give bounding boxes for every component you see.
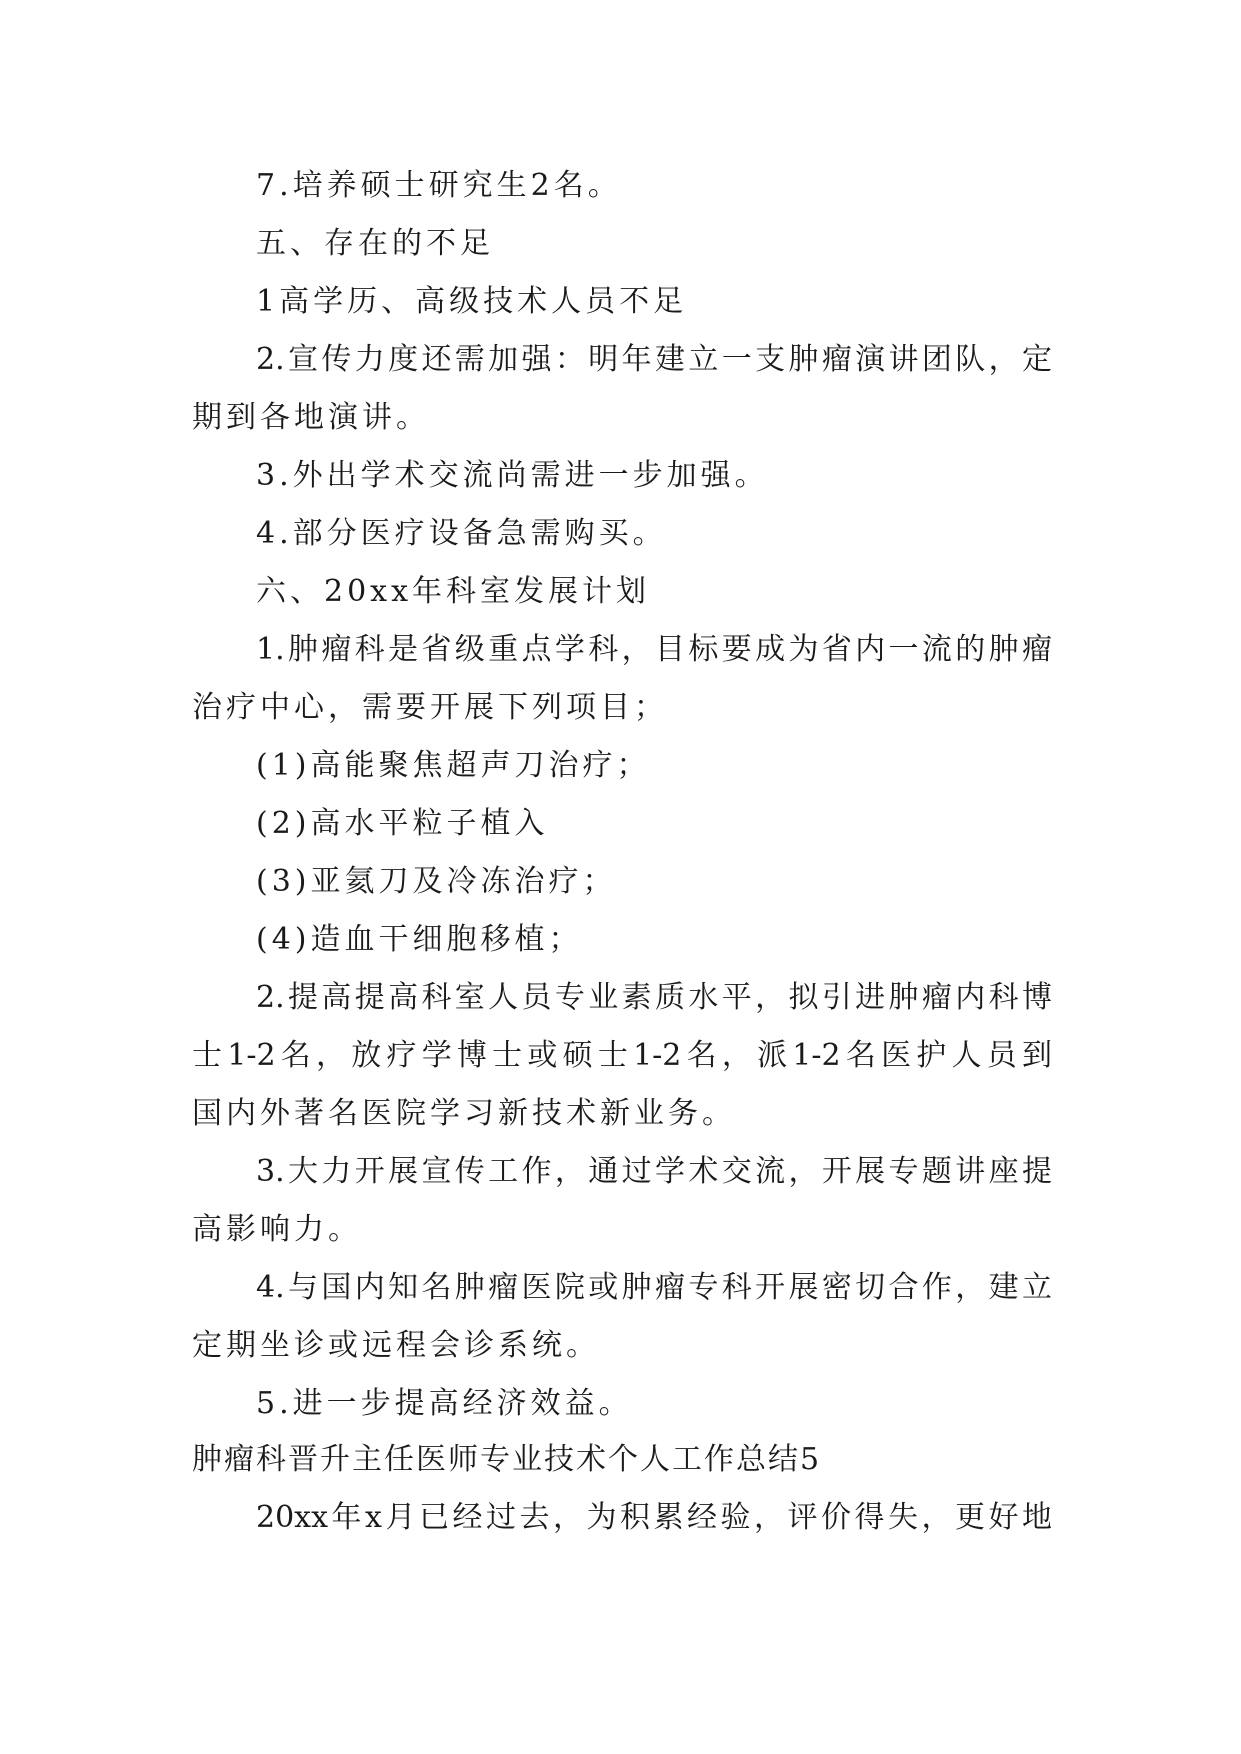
text-line: 3.大力开展宣传工作，通过学术交流，开展专题讲座提	[256, 1154, 1052, 1189]
text-line: (3)亚氦刀及冷冻治疗；	[256, 864, 617, 899]
text-line: 高影响力。	[192, 1212, 362, 1247]
section-heading: 六、20xx年科室发展计划	[256, 574, 651, 609]
text-line: 士1-2名，放疗学博士或硕士1-2名，派1-2名医护人员到	[192, 1038, 1052, 1073]
text-line: 4.与国内知名肿瘤医院或肿瘤专科开展密切合作，建立	[256, 1270, 1052, 1305]
text-line: 2.宣传力度还需加强：明年建立一支肿瘤演讲团队，定	[256, 342, 1052, 377]
text-line: (2)高水平粒子植入	[256, 806, 549, 841]
document-title: 肿瘤科晋升主任医师专业技术个人工作总结5	[192, 1442, 822, 1477]
text-line: 治疗中心，需要开展下列项目；	[192, 690, 668, 725]
text-line: 7.培养硕士研究生2名。	[256, 168, 622, 203]
text-line: 期到各地演讲。	[192, 400, 430, 435]
text-line: 3.外出学术交流尚需进一步加强。	[256, 458, 769, 493]
section-heading: 五、存在的不足	[256, 226, 494, 261]
text-line: 定期坐诊或远程会诊系统。	[192, 1328, 600, 1363]
text-line: 1.肿瘤科是省级重点学科，目标要成为省内一流的肿瘤	[256, 632, 1052, 667]
text-line: (4)造血干细胞移植；	[256, 922, 583, 957]
text-line: 4.部分医疗设备急需购买。	[256, 516, 667, 551]
text-line: 20xx年x月已经过去，为积累经验，评价得失，更好地	[256, 1500, 1052, 1535]
text-line: 1高学历、高级技术人员不足	[256, 284, 688, 319]
text-line: 国内外著名医院学习新技术新业务。	[192, 1096, 736, 1131]
text-line: 2.提高提高科室人员专业素质水平，拟引进肿瘤内科博	[256, 980, 1052, 1015]
text-line: 5.进一步提高经济效益。	[256, 1386, 633, 1421]
text-line: (1)高能聚焦超声刀治疗；	[256, 748, 651, 783]
